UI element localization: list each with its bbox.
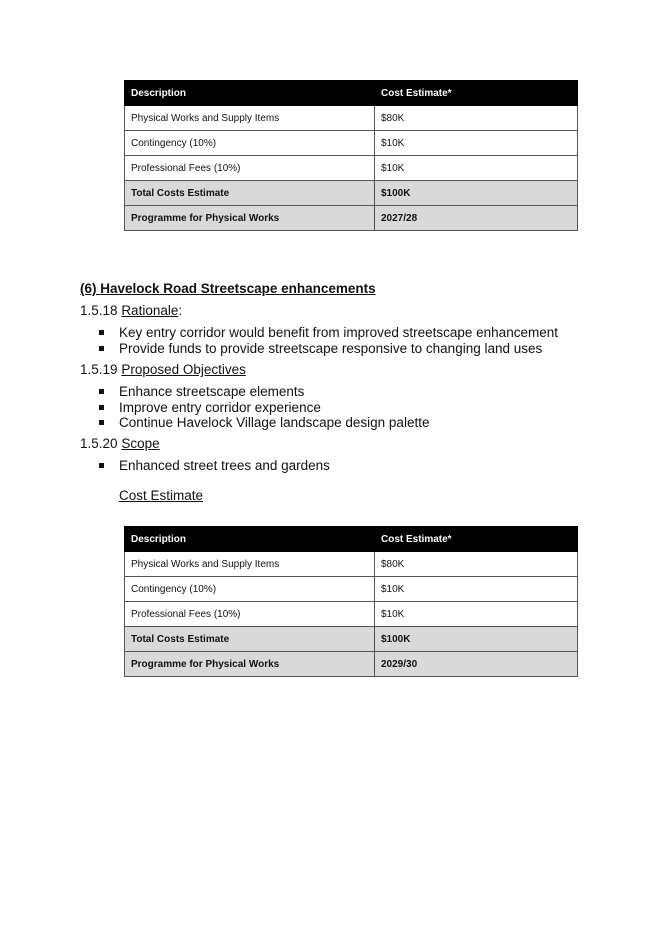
- table-header-row: [125, 527, 578, 552]
- square-bullet-icon: [99, 330, 104, 335]
- subsection-scope: [80, 436, 160, 451]
- list-item: [99, 325, 558, 341]
- total-row: [125, 627, 578, 652]
- row-description: Contingency (10%): [125, 131, 375, 156]
- subsection-number: 1.5.18: [80, 303, 118, 318]
- section-number: (6): [80, 281, 97, 296]
- square-bullet-icon: [99, 346, 104, 351]
- table-row: [125, 131, 578, 156]
- header-cost: Cost Estimate*: [375, 527, 578, 552]
- bullet-text: Improve entry corridor experience: [119, 399, 321, 415]
- header-description: Description: [125, 527, 375, 552]
- subsection-title: Rationale: [121, 303, 179, 318]
- row-description: Physical Works and Supply Items: [125, 552, 375, 577]
- table-header-row: [125, 81, 578, 106]
- total-cost: $100K: [375, 181, 578, 206]
- table-row: [125, 106, 578, 131]
- bullet-text: Enhanced street trees and gardens: [119, 458, 330, 473]
- cost-estimate-label: Cost Estimate: [119, 488, 204, 503]
- bullet-text: Enhance streetscape elements: [119, 384, 305, 399]
- bullet-text: Continue Havelock Village landscape design palette: [119, 415, 430, 430]
- objectives-bullets: [99, 384, 429, 431]
- row-cost: $10K: [375, 156, 578, 181]
- programme-description: Programme for Physical Works: [125, 206, 375, 231]
- subsection-rationale: [80, 303, 182, 318]
- row-cost: $10K: [375, 131, 578, 156]
- subsection-number: 1.5.20: [80, 436, 118, 451]
- header-cost: Cost Estimate*: [375, 81, 578, 106]
- square-bullet-icon: [99, 405, 104, 410]
- programme-year: 2029/30: [375, 652, 578, 677]
- section-title: Havelock Road Streetscape enhancements: [100, 281, 376, 296]
- row-description: Professional Fees (10%): [125, 602, 375, 627]
- square-bullet-icon: [99, 420, 104, 425]
- list-item: [99, 384, 429, 400]
- list-item: [99, 341, 558, 357]
- row-description: Contingency (10%): [125, 577, 375, 602]
- total-cost: $100K: [375, 627, 578, 652]
- row-cost: $80K: [375, 106, 578, 131]
- table-row: [125, 156, 578, 181]
- row-cost: $10K: [375, 577, 578, 602]
- bullet-text: Provide funds to provide streetscape responsive to changing land uses: [119, 340, 543, 356]
- cost-table-2: [124, 526, 578, 677]
- subsection-number: 1.5.19: [80, 362, 118, 377]
- row-description: Physical Works and Supply Items: [125, 106, 375, 131]
- row-cost: $80K: [375, 552, 578, 577]
- programme-row: [125, 206, 578, 231]
- square-bullet-icon: [99, 463, 104, 468]
- list-item: [99, 400, 429, 416]
- section-heading: [80, 281, 376, 296]
- row-description: Professional Fees (10%): [125, 156, 375, 181]
- subsection-suffix: :: [178, 303, 183, 318]
- table-row: [125, 552, 578, 577]
- subsection-title: Proposed Objectives: [121, 362, 246, 377]
- subsection-objectives: [80, 362, 246, 377]
- header-description: Description: [125, 81, 375, 106]
- programme-year: 2027/28: [375, 206, 578, 231]
- list-item: [99, 415, 429, 431]
- square-bullet-icon: [99, 389, 104, 394]
- row-cost: $10K: [375, 602, 578, 627]
- list-item: [99, 458, 330, 474]
- programme-row: [125, 652, 578, 677]
- bullet-text: Key entry corridor would benefit from improved streetscape enhancement: [119, 325, 558, 340]
- subsection-title: Scope: [121, 436, 160, 451]
- table-row: [125, 577, 578, 602]
- scope-bullets: [99, 458, 330, 474]
- programme-description: Programme for Physical Works: [125, 652, 375, 677]
- table-row: [125, 602, 578, 627]
- total-description: Total Costs Estimate: [125, 181, 375, 206]
- total-row: [125, 181, 578, 206]
- total-description: Total Costs Estimate: [125, 627, 375, 652]
- rationale-bullets: [99, 325, 558, 356]
- cost-table-1: [124, 80, 578, 231]
